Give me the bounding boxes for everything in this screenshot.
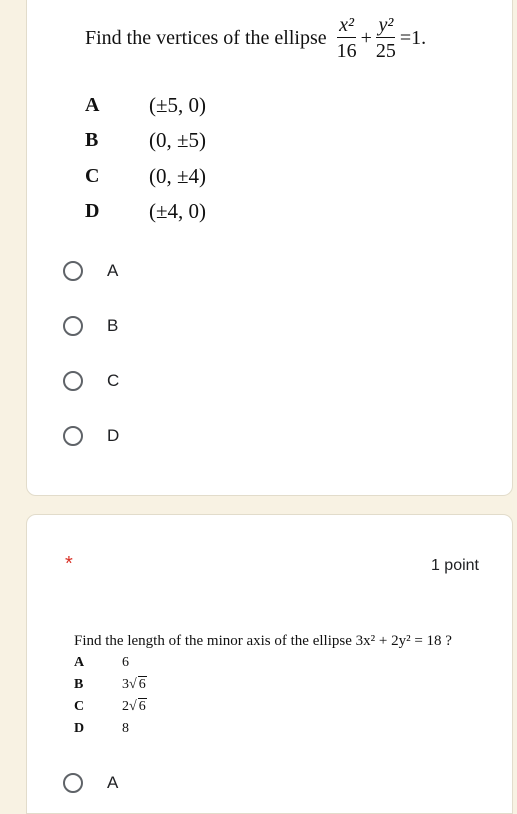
option-row-d	[85, 199, 206, 224]
radio-circle-icon[interactable]	[63, 316, 83, 336]
option-letter: A	[74, 655, 85, 670]
option-value: 6	[122, 655, 129, 670]
option-letter: D	[74, 721, 85, 736]
option-value: (±4, 0)	[149, 199, 207, 223]
option-value: (0, ±4)	[149, 164, 207, 188]
coefficient: 2	[122, 699, 129, 714]
eq-rhs: =1.	[399, 26, 427, 49]
radio-choice-c[interactable]	[63, 371, 119, 391]
option-value	[122, 677, 147, 693]
eq-num-2: y²	[378, 14, 394, 36]
radio-circle-icon[interactable]	[63, 773, 83, 793]
eq-den-1: 16	[336, 40, 357, 62]
option-letter: C	[74, 699, 85, 714]
option-letter: C	[85, 165, 100, 187]
option-letter: A	[85, 94, 100, 116]
coefficient: 3	[122, 677, 129, 692]
radicand: 6	[138, 677, 146, 692]
question-1-text	[85, 15, 428, 61]
sqrt-icon: √	[129, 699, 137, 714]
option-row-c	[85, 164, 206, 189]
option-row-a	[85, 93, 206, 118]
question-card-2	[26, 514, 513, 814]
question-card-1	[26, 0, 513, 496]
eq-den-2: 25	[375, 40, 396, 62]
required-asterisk: *	[65, 553, 73, 575]
option-letter: B	[85, 129, 99, 151]
radio-label: C	[107, 371, 120, 390]
option-row-b	[85, 128, 206, 153]
radio-choice-b[interactable]	[63, 316, 118, 336]
radio-circle-icon[interactable]	[63, 426, 83, 446]
radicand: 6	[138, 699, 146, 714]
option-row-c	[74, 699, 147, 715]
question-1-prompt: Find the vertices of the ellipse	[85, 26, 327, 49]
option-row-a	[74, 655, 129, 671]
radio-label: A	[107, 261, 119, 280]
radio-label: A	[107, 773, 119, 792]
option-row-d	[74, 721, 129, 737]
option-letter: B	[74, 677, 84, 692]
radio-label: B	[107, 316, 119, 335]
radio-circle-icon[interactable]	[63, 371, 83, 391]
option-value: (±5, 0)	[149, 93, 207, 117]
radio-choice-a[interactable]	[63, 261, 118, 281]
option-value: 8	[122, 721, 129, 736]
eq-num-1: x²	[339, 14, 355, 36]
radio-label: D	[107, 426, 120, 445]
eq-plus: +	[360, 26, 372, 49]
option-letter: D	[85, 200, 100, 222]
option-value: (0, ±5)	[149, 128, 207, 152]
option-value	[122, 699, 147, 715]
radio-choice-d[interactable]	[63, 426, 119, 446]
question-2-prompt: Find the length of the minor axis of the ellipse 3x² + 2y² = 18 ?	[74, 633, 452, 649]
radio-circle-icon[interactable]	[63, 261, 83, 281]
radio-choice-a[interactable]	[63, 773, 118, 793]
points-label: 1 point	[430, 557, 479, 574]
sqrt-icon: √	[129, 677, 137, 692]
option-row-b	[74, 677, 147, 693]
ellipse-equation	[335, 15, 429, 61]
